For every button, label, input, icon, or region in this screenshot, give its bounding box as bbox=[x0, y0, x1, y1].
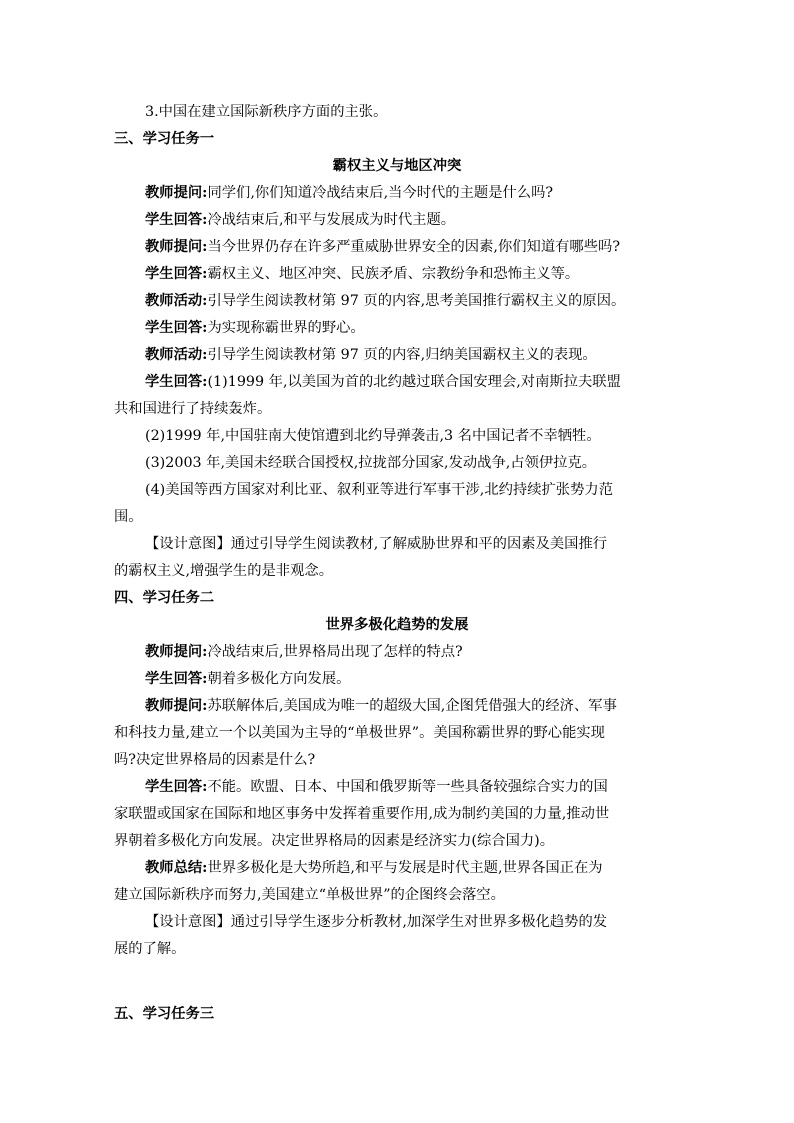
speaker-label: 学生回答: bbox=[145, 779, 208, 795]
paragraph-line: 吗?决定世界格局的因素是什么? bbox=[114, 752, 316, 768]
speaker-label: 学生回答: bbox=[145, 320, 208, 336]
speaker-label: 学生回答: bbox=[145, 266, 208, 282]
paragraph-line: (4)美国等西方国家对利比亚、叙利亚等进行军事干涉,北约持续扩张势力范 bbox=[145, 482, 613, 498]
dialogue-line: 教师提问:冷战结束后,世界格局出现了怎样的特点? bbox=[145, 644, 463, 660]
dialogue-line: 学生回答:(1)1999 年,以美国为首的北约越过联合国安理会,对南斯拉夫联盟 bbox=[145, 374, 621, 390]
design-intent-line: 展的了解。 bbox=[114, 941, 186, 957]
paragraph-line: (3)2003 年,美国未经联合国授权,拉拢部分国家,发动战争,占领伊拉克。 bbox=[145, 455, 597, 471]
dialogue-line: 学生回答:为实现称霸世界的野心。 bbox=[145, 320, 365, 336]
speaker-label: 教师提问: bbox=[145, 185, 208, 201]
speaker-label: 学生回答: bbox=[145, 374, 208, 390]
section-heading-task-2: 四、学习任务二 bbox=[114, 590, 215, 606]
speaker-label: 教师提问: bbox=[145, 239, 208, 255]
paragraph-line: (2)1999 年,中国驻南大使馆遭到北约导弹袭击,3 名中国记者不幸牺牲。 bbox=[145, 428, 601, 444]
dialogue-line: 学生回答:不能。欧盟、日本、中国和俄罗斯等一些具备较强综合实力的国 bbox=[145, 779, 608, 795]
subsection-title-hegemonism: 霸权主义与地区冲突 bbox=[332, 158, 462, 174]
dialogue-line: 教师提问:苏联解体后,美国成为唯一的超级大国,企图凭借强大的经济、军事 bbox=[145, 698, 617, 714]
dialogue-line: 学生回答:朝着多极化方向发展。 bbox=[145, 671, 351, 687]
paragraph-line: 界朝着多极化方向发展。决定世界格局的因素是经济实力(综合国力)。 bbox=[114, 833, 555, 849]
dialogue-line: 教师提问:当今世界仍存在许多严重威胁世界安全的因素,你们知道有哪些吗? bbox=[145, 239, 620, 255]
dialogue-line: 教师提问:同学们,你们知道冷战结束后,当今时代的主题是什么吗? bbox=[145, 185, 554, 201]
speaker-label: 学生回答: bbox=[145, 212, 208, 228]
subsection-title-multipolarity: 世界多极化趋势的发展 bbox=[325, 617, 469, 633]
paragraph-line: 围。 bbox=[114, 509, 143, 525]
paragraph-line: 共和国进行了持续轰炸。 bbox=[114, 401, 272, 417]
dialogue-line: 教师活动:引导学生阅读教材第 97 页的内容,思考美国推行霸权主义的原因。 bbox=[145, 293, 626, 309]
list-item-point-3: 3.中国在建立国际新秩序方面的主张。 bbox=[145, 104, 388, 120]
dialogue-line: 学生回答:冷战结束后,和平与发展成为时代主题。 bbox=[145, 212, 456, 228]
paragraph-line: 家联盟或国家在国际和地区事务中发挥着重要作用,成为制约美国的力量,推动世 bbox=[114, 806, 610, 822]
speaker-label: 教师活动: bbox=[145, 347, 208, 363]
dialogue-line: 教师总结:世界多极化是大势所趋,和平与发展是时代主题,世界各国正在为 bbox=[145, 860, 603, 876]
paragraph-line: 建立国际新秩序而努力,美国建立“单极世界”的企图终会落空。 bbox=[114, 887, 505, 903]
paragraph-line: 和科技力量,建立一个以美国为主导的“单极世界”。美国称霸世界的野心能实现 bbox=[114, 725, 605, 741]
speaker-label: 学生回答: bbox=[145, 671, 208, 687]
dialogue-line: 学生回答:霸权主义、地区冲突、民族矛盾、宗教纷争和恐怖主义等。 bbox=[145, 266, 580, 282]
section-heading-task-3: 五、学习任务三 bbox=[114, 1006, 215, 1022]
speaker-label: 教师提问: bbox=[145, 698, 208, 714]
design-intent-line: 【设计意图】通过引导学生阅读教材,了解威胁世界和平的因素及美国推行 bbox=[145, 536, 608, 552]
design-intent-line: 的霸权主义,增强学生的是非观念。 bbox=[114, 563, 333, 579]
speaker-label: 教师提问: bbox=[145, 644, 208, 660]
speaker-label: 教师总结: bbox=[145, 860, 208, 876]
section-heading-task-1: 三、学习任务一 bbox=[114, 131, 215, 147]
design-intent-line: 【设计意图】通过引导学生逐步分析教材,加深学生对世界多极化趋势的发 bbox=[145, 914, 608, 930]
dialogue-line: 教师活动:引导学生阅读教材第 97 页的内容,归纳美国霸权主义的表现。 bbox=[145, 347, 597, 363]
speaker-label: 教师活动: bbox=[145, 293, 208, 309]
